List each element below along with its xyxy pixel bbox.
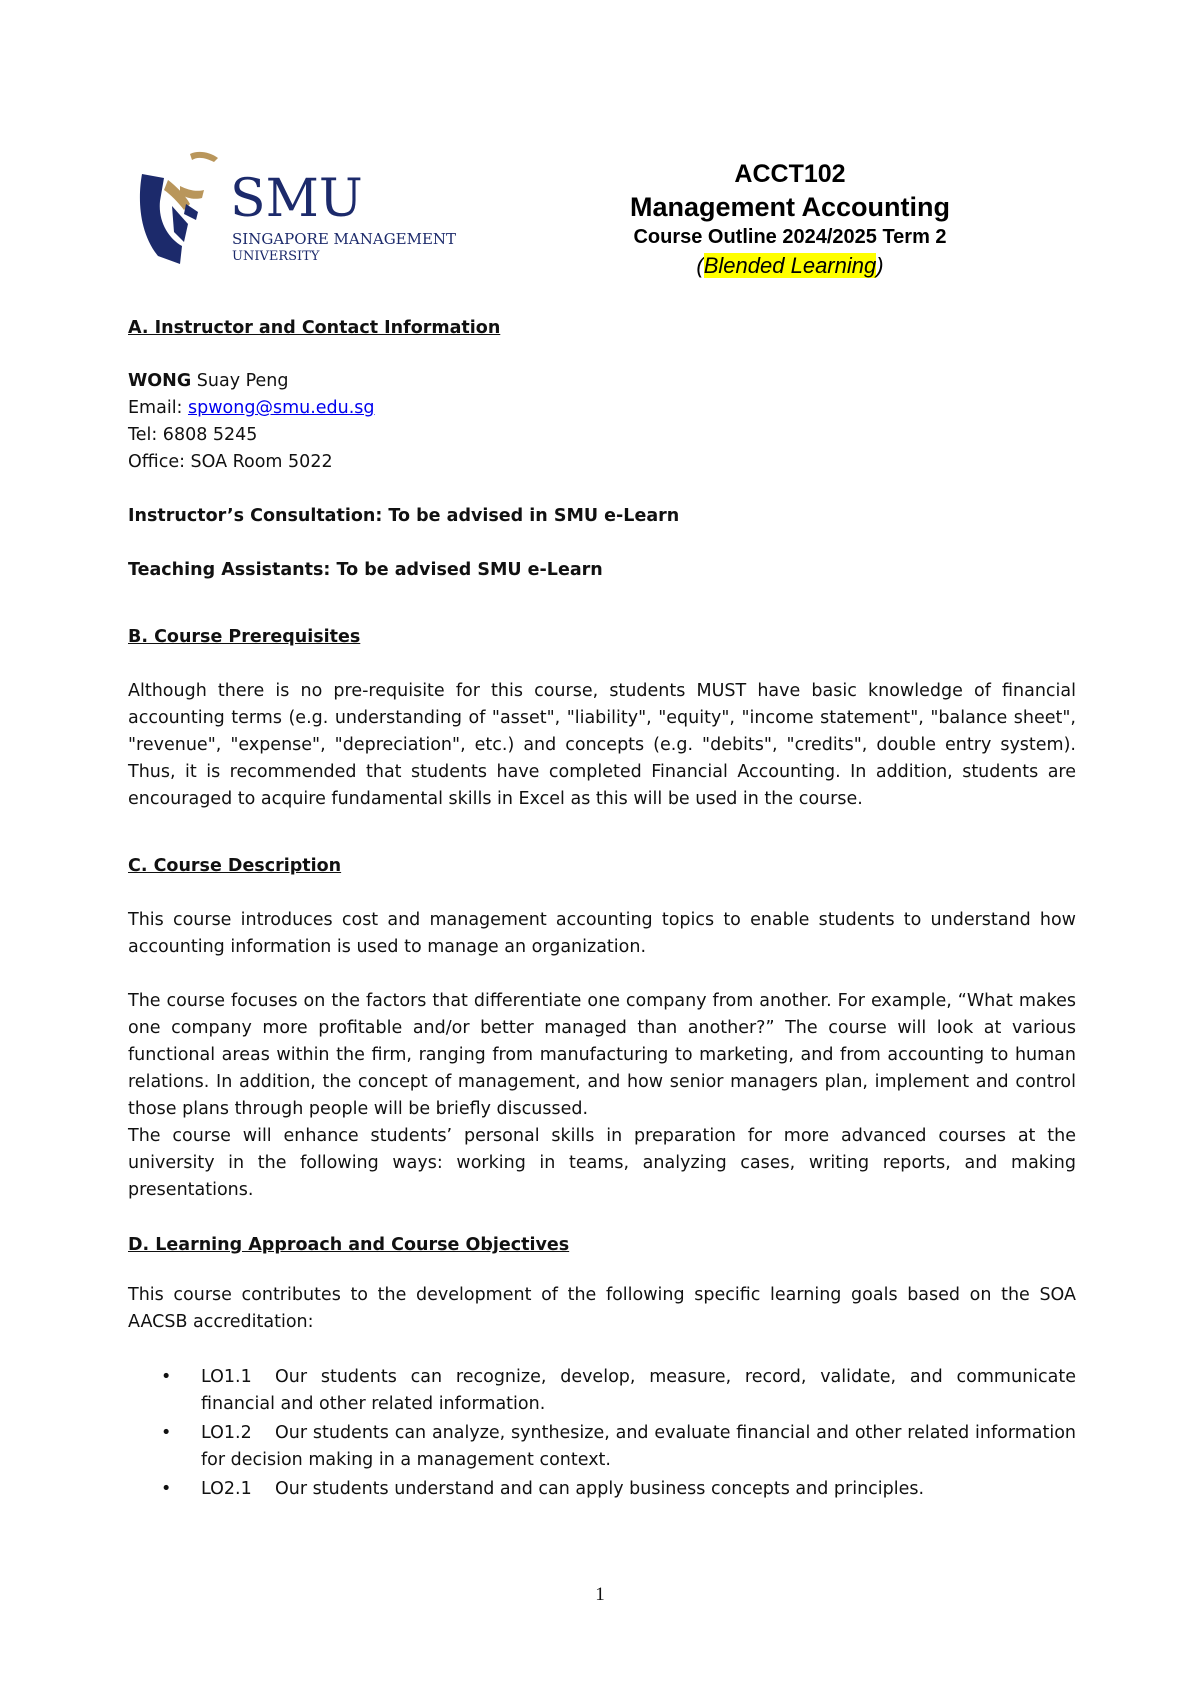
logo-line2: UNIVERSITY	[232, 249, 320, 264]
objective-code: LO1.1	[201, 1367, 252, 1387]
bullet-icon: •	[161, 1367, 172, 1387]
course-name: Management Accounting	[629, 192, 951, 222]
instructor-consultation: Instructor’s Consultation: To be advised in SMU e-Learn	[128, 506, 680, 526]
course-outline-term: Course Outline 2024/2025 Term 2	[633, 226, 947, 248]
page-number: 1	[595, 1584, 605, 1605]
section-c-heading	[128, 853, 1076, 880]
course-code: ACCT102	[734, 160, 846, 188]
list-item	[128, 1364, 1076, 1418]
instructor-office: Office: SOA Room 5022	[128, 452, 333, 472]
teaching-assistants: Teaching Assistants: To be advised SMU e-Learn	[128, 560, 603, 580]
instructor-email	[128, 395, 1076, 422]
section-b-heading	[128, 624, 1076, 651]
list-item	[128, 1420, 1076, 1474]
logo-line1: SINGAPORE MANAGEMENT	[232, 230, 457, 248]
course-title-block	[590, 158, 990, 281]
mode-open-paren: (	[696, 253, 704, 278]
instructor-given-name: Suay Peng	[191, 371, 289, 391]
objective-text: Our students can recognize, develop, measure, record, validate, and communicate financial and other related information.	[201, 1367, 1076, 1414]
bullet-icon: •	[161, 1423, 172, 1443]
section-d-heading	[128, 1232, 1076, 1259]
mode-close-paren: )	[876, 253, 884, 278]
objective-code: LO1.2	[201, 1423, 252, 1443]
bullet-icon: •	[161, 1479, 172, 1499]
objectives-intro: This course contributes to the development of the following specific learning goals based on the SOA AACSB accreditation:	[128, 1285, 1076, 1332]
section-a-heading	[128, 315, 1076, 342]
logo-wordmark: SMU	[230, 169, 363, 229]
description-paragraph-2: The course focuses on the factors that differentiate one company from another. For example, “What makes one company more profitable and/or better managed than another?” The course will look at various functional areas within the firm, ranging from manufacturing to marketing, and from accounting to human relations. In addition, the concept of management, and how senior managers plan, implement and control those plans through people will be briefly discussed.	[128, 991, 1076, 1119]
section-d-heading-text: D. Learning Approach and Course Objectives	[128, 1235, 570, 1255]
section-a-heading-text: A. Instructor and Contact Information	[128, 318, 501, 338]
list-item	[128, 1476, 1076, 1503]
description-paragraph-1: This course introduces cost and management accounting topics to enable students to understand how accounting information is used to manage an organization.	[128, 910, 1076, 957]
instructor-tel: Tel: 6808 5245	[128, 425, 258, 445]
section-b-heading-text: B. Course Prerequisites	[128, 627, 361, 647]
delivery-mode-label: Blended Learning	[703, 253, 877, 278]
objective-code: LO2.1	[201, 1479, 252, 1499]
instructor-name	[128, 368, 1076, 395]
prerequisites-paragraph: Although there is no pre-requisite for this course, students MUST have basic knowledge of financial accounting terms (e.g. understanding of "asset", "liability", "equity", "income statement", "balance sheet", "revenue", "expense", "depreciation", etc.) and concepts (e.g. "debits", "credits", double entry system). Thus, it is recommended that students have completed Financial Accounting. In addition, students are encouraged to acquire fundamental skills in Excel as this will be used in the course.	[128, 681, 1076, 809]
learning-objectives-list	[128, 1364, 1076, 1505]
instructor-surname: WONG	[128, 371, 192, 391]
delivery-mode	[590, 251, 990, 281]
smu-logo	[128, 146, 494, 284]
objective-text: Our students can analyze, synthesize, and evaluate financial and other related information for decision making in a management context.	[201, 1423, 1076, 1470]
email-link[interactable]: spwong@smu.edu.sg	[188, 398, 375, 418]
description-paragraph-3: The course will enhance students’ personal skills in preparation for more advanced courses at the university in the following ways: working in teams, analyzing cases, writing reports, and making presentations.	[128, 1126, 1076, 1200]
section-c-heading-text: C. Course Description	[128, 856, 342, 876]
instructor-contact	[128, 368, 1076, 476]
objective-text: Our students understand and can apply business concepts and principles.	[275, 1479, 925, 1499]
email-label: Email:	[128, 398, 189, 418]
